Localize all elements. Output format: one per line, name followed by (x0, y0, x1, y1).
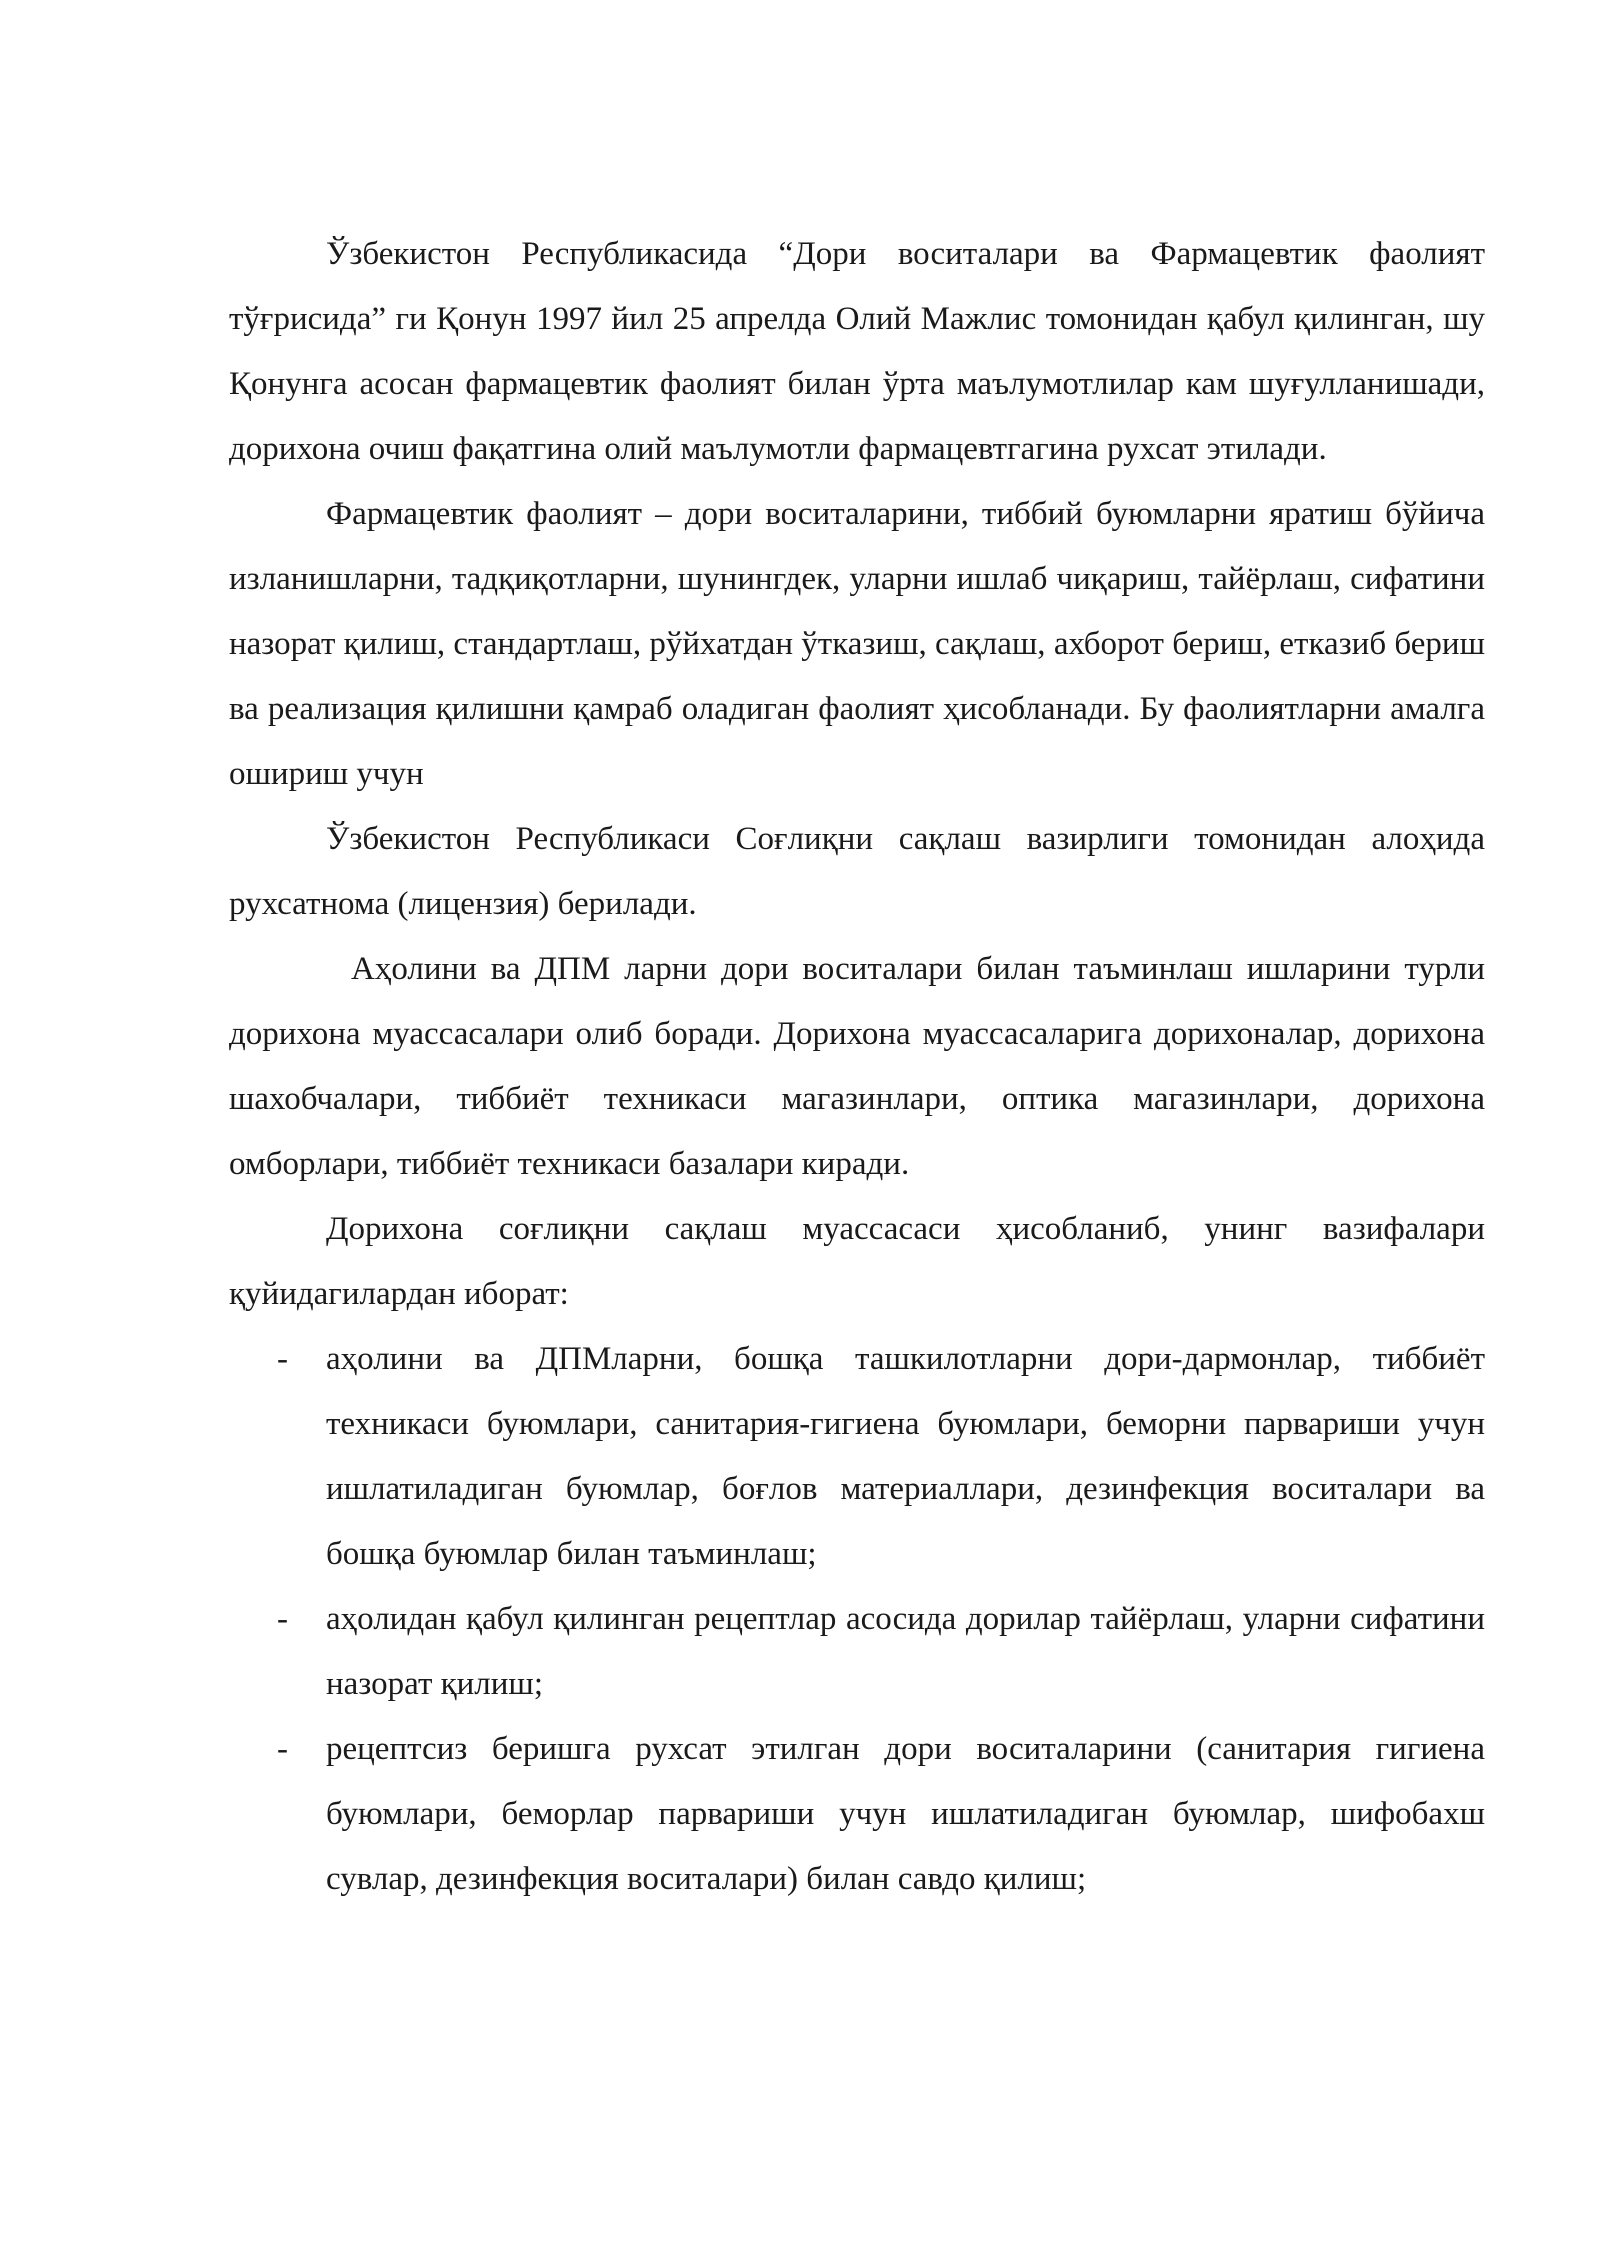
list-item-text: рецептсиз беришга рухсат этилган дори воситаларини (санитария гигиена буюмлари, беморлар парвариши учун ишлатиладиган буюмлар, шифобахш сувлар, дезинфекция воситалари) билан савдо қилиш; (326, 1731, 1485, 1897)
list-item-text: аҳолини ва ДПМларни, бошқа ташкилотларни дори-дармонлар, тиббиёт техникаси буюмлари, санитария-гигиена буюмлари, беморни парвариши учун ишлатиладиган буюмлар, боғлов материаллари, дезинфекция воситалари ва бошқа буюмлар билан таъминлаш; (326, 1341, 1485, 1572)
paragraph-pharmacy-institutions: Аҳолини ва ДПМ ларни дори воситалари билан таъминлаш ишларини турли дорихона муассасалари олиб боради. Дорихона муассасаларига дорихоналар, дорихона шахобчалари, тиббиёт техникаси магазинлари, оптика магазинлари, дорихона омборлари, тиббиёт техникаси базалари киради. (229, 951, 1485, 1182)
list-item (229, 1587, 1485, 1717)
paragraph-license: Ўзбекистон Республикаси Соғлиқни сақлаш вазирлиги томонидан алоҳида рухсатнома (лицензия) берилади. (229, 821, 1485, 922)
list-marker: - (277, 1341, 288, 1377)
paragraph-pharma-activity: Фармацевтик фаолият – дори воситаларини, тиббий буюмларни яратиш бўйича изланишларни, тадқиқотларни, шунингдек, уларни ишлаб чиқариш, тайёрлаш, сифатини назорат қилиш, стандартлаш, рўйхатдан ўтказиш, сақлаш, ахборот бериш, етказиб бериш ва реализация қилишни қамраб оладиган фаолият ҳисобланади. Бу фаолиятларни амалга ошириш учун (229, 496, 1485, 792)
document-body (229, 222, 1485, 1912)
paragraph-law: Ўзбекистон Республикасида “Дори воситалари ва Фармацевтик фаолият тўғрисида” ги Қонун 1997 йил 25 апрелда Олий Мажлис томонидан қабул қилинган, шу Қонунга асосан фармацевтик фаолият билан ўрта маълумотлилар кам шуғулланишади, дорихона очиш фақатгина олий маълумотли фармацевтгагина рухсат этилади. (229, 236, 1485, 467)
list-item (229, 1327, 1485, 1587)
list-item-text: аҳолидан қабул қилинган рецептлар асосида дорилар тайёрлаш, уларни сифатини назорат қилиш; (326, 1601, 1485, 1702)
list-marker: - (277, 1601, 288, 1637)
list-marker: - (277, 1731, 288, 1767)
list-item (229, 1717, 1485, 1912)
paragraph-pharmacy-tasks: Дорихона соғлиқни сақлаш муассасаси ҳисобланиб, унинг вазифалари қуйидагилардан иборат: (229, 1211, 1485, 1312)
